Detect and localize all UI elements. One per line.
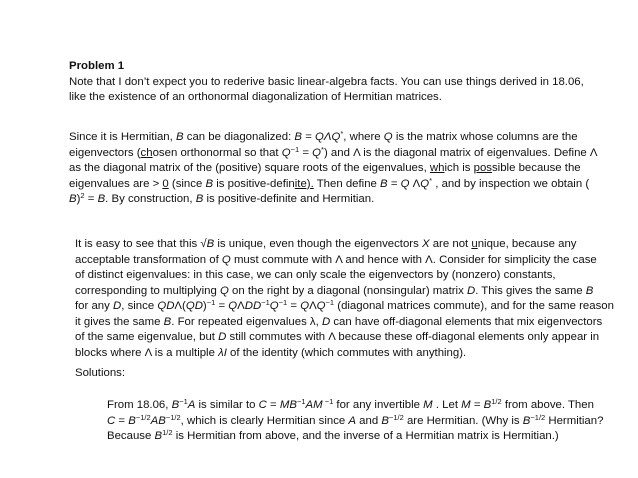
problem-title: Problem 1: [69, 60, 125, 72]
para1-line-4: eigenvalues are > 0 (since B is positive-definite). Then define B = Q ΛQ* , and by inspection we obtain (: [69, 175, 590, 190]
problem-header: [69, 59, 584, 106]
para2-line-1: It is easy to see that this √B is unique, even though the eigenvectors X are not unique, because any: [75, 238, 577, 250]
para1-line-1: Since it is Hermitian, B can be diagonalized: B = QΛQ*, where Q is the matrix whose columns are the: [69, 129, 578, 143]
solutions-label: Solutions:: [75, 367, 126, 379]
para1-line-2: eigenvectors (chosen orthonormal so that $Q^{-1} = Q^*$) and Λ is the diagonal matrix of eigenvalues. Define Λ: [69, 144, 598, 159]
paragraph-diagonalization: [69, 130, 598, 208]
para2-line-8: blocks where Λ is a multiple λI of the identity (which commutes with anything).: [75, 346, 467, 359]
para1-line-3: as the diagonal matrix of the (positive) square roots of the eigenvalues, which is possible because the: [69, 162, 581, 174]
paragraph-uniqueness: [75, 237, 614, 361]
para1-line-5: B)$^2$ = B. By construction, B is positive-definite and Hermitian.: [69, 191, 375, 205]
para2-line-6: it gives the same B. For repeated eigenvalues λ, D can have off-diagonal elements that mix eigenvectors: [75, 315, 603, 328]
para2-line-5: for any D, since $QD\Lambda(QD)^{-1} = Q\Lambda DD^{-1}Q^{-1} = Q\Lambda Q^{-1}$ (diagonal matrices commute), and for the same reason: [75, 298, 614, 312]
para2-line-3: of distinct eigenvalues: in this case, we can only scale the eigenvectors by (nonzero) constants,: [75, 269, 556, 281]
solution-line-1: From 18.06, $B^{-1}A$ is similar to $C = MB^{-1}AM$ $^{-1}$ for any invertible M . Let $M = B^{1/2}$ from above. Then: [107, 397, 594, 411]
solution-line-3: Because $B^{1/2}$ is Hermitian from above, and the inverse of a Hermitian matrix is Hermitian.): [107, 428, 559, 442]
note-line-2: like the existence of an orthonormal diagonalization of Hermitian matrices.: [69, 91, 442, 103]
para2-line-2: acceptable transformation of Q must commute with Λ and hence with Λ. Consider for simplicity the case: [75, 253, 597, 266]
solution-paragraph: [107, 398, 603, 445]
solution-line-2: $C = B^{-1/2}AB^{-1/2}$, which is clearly Hermitian since A and $B^{-1/2}$ are Hermitian. (Why is $B^{-1/2}$ Hermitian?: [107, 412, 604, 427]
note-line-1: Note that I don’t expect you to rederive basic linear-algebra facts. You can use things derived in 18.06,: [69, 75, 584, 88]
para2-line-4: corresponding to multiplying Q on the right by a diagonal (nonsingular) matrix D. This gives the same B: [75, 284, 594, 297]
para2-line-7: of the same eigenvalue, but D still commutes with Λ because these off-diagonal elements only appear in: [75, 331, 600, 343]
